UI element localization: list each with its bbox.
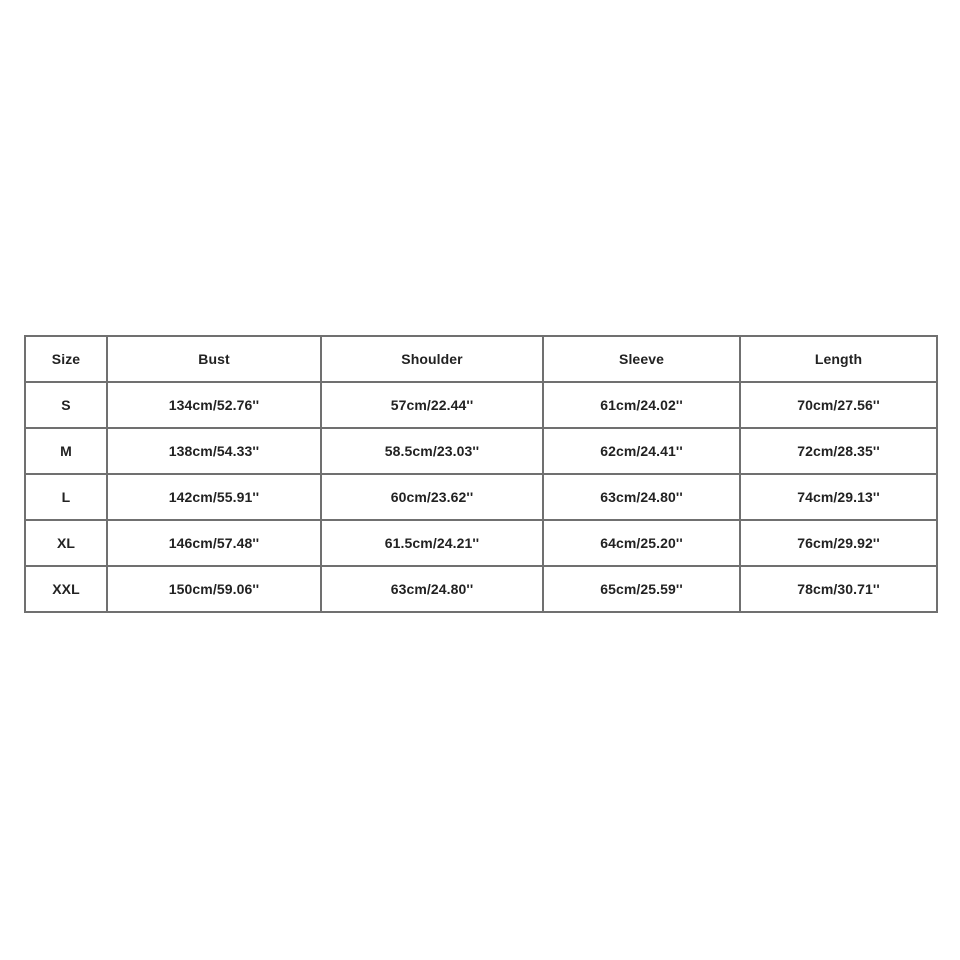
table-row: [25, 382, 937, 428]
shoulder-cell: 61.5cm/24.21'': [321, 520, 543, 566]
column-header-bust: Bust: [107, 336, 321, 382]
bust-cell: 150cm/59.06'': [107, 566, 321, 612]
table-row: [25, 520, 937, 566]
size-cell: M: [25, 428, 107, 474]
table-row: [25, 474, 937, 520]
shoulder-cell: 57cm/22.44'': [321, 382, 543, 428]
sleeve-cell: 62cm/24.41'': [543, 428, 740, 474]
size-cell: L: [25, 474, 107, 520]
sleeve-cell: 65cm/25.59'': [543, 566, 740, 612]
bust-cell: 142cm/55.91'': [107, 474, 321, 520]
size-cell: XXL: [25, 566, 107, 612]
length-cell: 70cm/27.56'': [740, 382, 937, 428]
shoulder-cell: 58.5cm/23.03'': [321, 428, 543, 474]
column-header-shoulder: Shoulder: [321, 336, 543, 382]
shoulder-cell: 60cm/23.62'': [321, 474, 543, 520]
length-cell: 72cm/28.35'': [740, 428, 937, 474]
column-header-size: Size: [25, 336, 107, 382]
column-header-sleeve: Sleeve: [543, 336, 740, 382]
size-chart-table: [24, 335, 938, 613]
length-cell: 76cm/29.92'': [740, 520, 937, 566]
shoulder-cell: 63cm/24.80'': [321, 566, 543, 612]
sleeve-cell: 63cm/24.80'': [543, 474, 740, 520]
sleeve-cell: 61cm/24.02'': [543, 382, 740, 428]
table-row: [25, 428, 937, 474]
bust-cell: 146cm/57.48'': [107, 520, 321, 566]
table-row: [25, 566, 937, 612]
bust-cell: 134cm/52.76'': [107, 382, 321, 428]
sleeve-cell: 64cm/25.20'': [543, 520, 740, 566]
table-header-row: [25, 336, 937, 382]
length-cell: 78cm/30.71'': [740, 566, 937, 612]
column-header-length: Length: [740, 336, 937, 382]
length-cell: 74cm/29.13'': [740, 474, 937, 520]
size-cell: S: [25, 382, 107, 428]
size-cell: XL: [25, 520, 107, 566]
bust-cell: 138cm/54.33'': [107, 428, 321, 474]
